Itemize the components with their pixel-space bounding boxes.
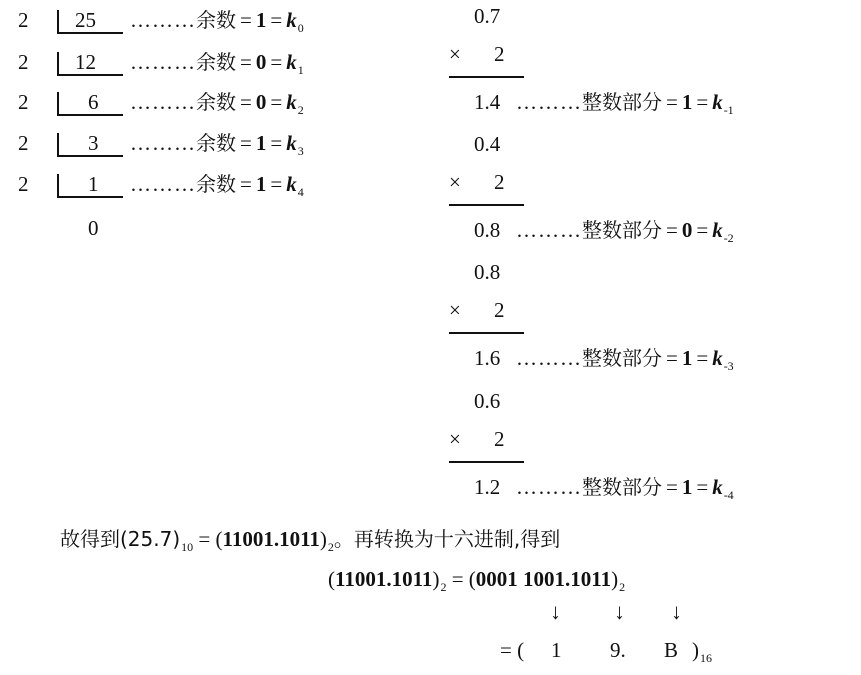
equals-sign: = — [240, 50, 252, 74]
multiplier: 2 — [494, 427, 505, 451]
integer-part-label: 整数部分 — [582, 346, 662, 370]
down-arrow-icon: ↓ — [614, 599, 625, 624]
dots: ……… — [130, 131, 196, 155]
integer-part-label: 整数部分 — [582, 475, 662, 499]
product-rule — [449, 461, 524, 463]
remainder-expression — [130, 8, 304, 40]
fraction-value: 0.8 — [474, 260, 501, 284]
equals-sign: = — [666, 218, 678, 242]
conclusion-prefix: 故得到(25.7) — [60, 527, 181, 551]
remainder-label: 余数 — [196, 90, 236, 114]
product-rule — [449, 76, 524, 78]
k-symbol: k — [712, 218, 723, 242]
division-bracket-vertical — [57, 174, 59, 196]
fraction-value: 0.6 — [474, 389, 501, 413]
k-symbol: k — [286, 90, 297, 114]
base-16-subscript: 16 — [700, 651, 712, 665]
base-2-subscript: 2 — [327, 540, 334, 554]
dots: ……… — [130, 8, 196, 32]
open-paren: ( — [328, 567, 335, 591]
base-10-subscript: 10 — [181, 540, 194, 554]
equals-sign: = — [240, 8, 252, 32]
division-bracket-vertical — [57, 10, 59, 32]
conclusion-close-paren: ) — [319, 527, 327, 551]
multiplier: 2 — [494, 42, 505, 66]
dots: ……… — [516, 346, 582, 370]
division-bracket-vertical — [57, 133, 59, 155]
integer-part-label: 整数部分 — [582, 90, 662, 114]
equals-sign: = — [270, 50, 283, 74]
binary-value: 11001.1011 — [335, 567, 433, 591]
equals-sign: = — [696, 346, 709, 370]
equals-open: = ( — [446, 567, 476, 591]
times-sign: × — [449, 298, 461, 322]
product-rule — [449, 332, 524, 334]
product-value: 1.6 — [474, 346, 501, 370]
equals-sign: = — [696, 475, 709, 499]
grouped-base-subscript: 2 — [619, 580, 626, 594]
remainder-digit: 1 — [255, 8, 267, 32]
remainder-digit: 1 — [255, 131, 267, 155]
k-subscript: 2 — [297, 103, 304, 117]
equals-sign: = — [666, 475, 678, 499]
division-bracket-vertical — [57, 92, 59, 114]
final-quotient: 0 — [88, 216, 99, 240]
hex-digit: B — [664, 638, 679, 662]
equals-sign: = — [240, 131, 252, 155]
divisor: 2 — [18, 90, 29, 114]
product-value: 1.4 — [474, 90, 501, 114]
dividend: 1 — [88, 172, 99, 196]
remainder-digit: 0 — [255, 90, 267, 114]
hex-digit: 1 — [551, 638, 562, 662]
product-value: 0.8 — [474, 218, 501, 242]
conclusion-equals: = ( — [193, 527, 223, 551]
dividend: 6 — [88, 90, 99, 114]
equals-sign: = — [270, 90, 283, 114]
times-sign: × — [449, 427, 461, 451]
remainder-digit: 1 — [255, 172, 267, 196]
k-subscript: 0 — [297, 21, 304, 35]
equals-sign: = — [240, 172, 252, 196]
k-subscript: -4 — [723, 488, 734, 502]
equals-sign: = — [270, 8, 283, 32]
equals-sign: = — [696, 218, 709, 242]
divisor: 2 — [18, 131, 29, 155]
divisor: 2 — [18, 50, 29, 74]
fraction-value: 0.7 — [474, 4, 501, 28]
equals-sign: = — [696, 90, 709, 114]
k-symbol: k — [286, 172, 297, 196]
conclusion-line — [60, 527, 560, 559]
equals-sign: = — [666, 90, 678, 114]
integer-part-expression — [516, 475, 734, 507]
integer-part-label: 整数部分 — [582, 218, 662, 242]
dots: ……… — [130, 172, 196, 196]
base-2-subscript: 2 — [440, 580, 447, 594]
remainder-label: 余数 — [196, 172, 236, 196]
division-bracket-horizontal — [57, 114, 123, 116]
division-bracket-horizontal — [57, 74, 123, 76]
k-subscript: 3 — [297, 144, 304, 158]
integer-part-expression — [516, 346, 734, 378]
dividend: 25 — [75, 8, 96, 32]
grouped-close-paren: ) — [611, 567, 619, 591]
close-paren: ) — [432, 567, 440, 591]
dividend: 3 — [88, 131, 99, 155]
remainder-expression — [130, 50, 304, 82]
dots: ……… — [516, 218, 582, 242]
equals-sign: = — [270, 131, 283, 155]
equals-sign: = — [240, 90, 252, 114]
multiplier: 2 — [494, 170, 505, 194]
k-subscript: -3 — [723, 359, 734, 373]
hex-conversion-line-1 — [328, 567, 625, 599]
dividend: 12 — [75, 50, 96, 74]
k-subscript: -1 — [723, 103, 734, 117]
integer-part-expression — [516, 90, 734, 122]
remainder-label: 余数 — [196, 50, 236, 74]
fraction-value: 0.4 — [474, 132, 501, 156]
product-value: 1.2 — [474, 475, 501, 499]
k-symbol: k — [286, 8, 297, 32]
hex-close-paren — [692, 638, 712, 670]
times-sign: × — [449, 42, 461, 66]
dots: ……… — [130, 90, 196, 114]
binary-result: 11001.1011 — [222, 527, 320, 551]
integer-digit: 1 — [681, 475, 693, 499]
dots: ……… — [130, 50, 196, 74]
divisor: 2 — [18, 8, 29, 32]
k-symbol: k — [712, 90, 723, 114]
hex-close: ) — [692, 638, 699, 662]
integer-digit: 1 — [681, 346, 693, 370]
equals-sign: = — [270, 172, 283, 196]
equals-sign: = — [666, 346, 678, 370]
k-symbol: k — [286, 50, 297, 74]
remainder-expression — [130, 172, 304, 204]
divisor: 2 — [18, 172, 29, 196]
down-arrow-icon: ↓ — [550, 599, 561, 624]
remainder-expression — [130, 131, 304, 163]
dots: ……… — [516, 475, 582, 499]
division-bracket-horizontal — [57, 32, 123, 34]
k-subscript: 4 — [297, 185, 304, 199]
division-bracket-vertical — [57, 52, 59, 74]
integer-part-expression — [516, 218, 734, 250]
integer-digit: 0 — [681, 218, 693, 242]
remainder-label: 余数 — [196, 131, 236, 155]
integer-digit: 1 — [681, 90, 693, 114]
k-subscript: 1 — [297, 63, 304, 77]
division-bracket-horizontal — [57, 196, 123, 198]
product-rule — [449, 204, 524, 206]
hex-digit: 9. — [610, 638, 626, 662]
hex-equals-open: = ( — [500, 638, 525, 662]
grouped-binary: 0001 1001.1011 — [475, 567, 612, 591]
conclusion-suffix: 。再转换为十六进制,得到 — [333, 527, 561, 551]
division-bracket-horizontal — [57, 155, 123, 157]
dots: ……… — [516, 90, 582, 114]
k-subscript: -2 — [723, 231, 734, 245]
k-symbol: k — [712, 475, 723, 499]
multiplier: 2 — [494, 298, 505, 322]
remainder-digit: 0 — [255, 50, 267, 74]
k-symbol: k — [712, 346, 723, 370]
remainder-expression — [130, 90, 304, 122]
down-arrow-icon: ↓ — [671, 599, 682, 624]
remainder-label: 余数 — [196, 8, 236, 32]
k-symbol: k — [286, 131, 297, 155]
times-sign: × — [449, 170, 461, 194]
